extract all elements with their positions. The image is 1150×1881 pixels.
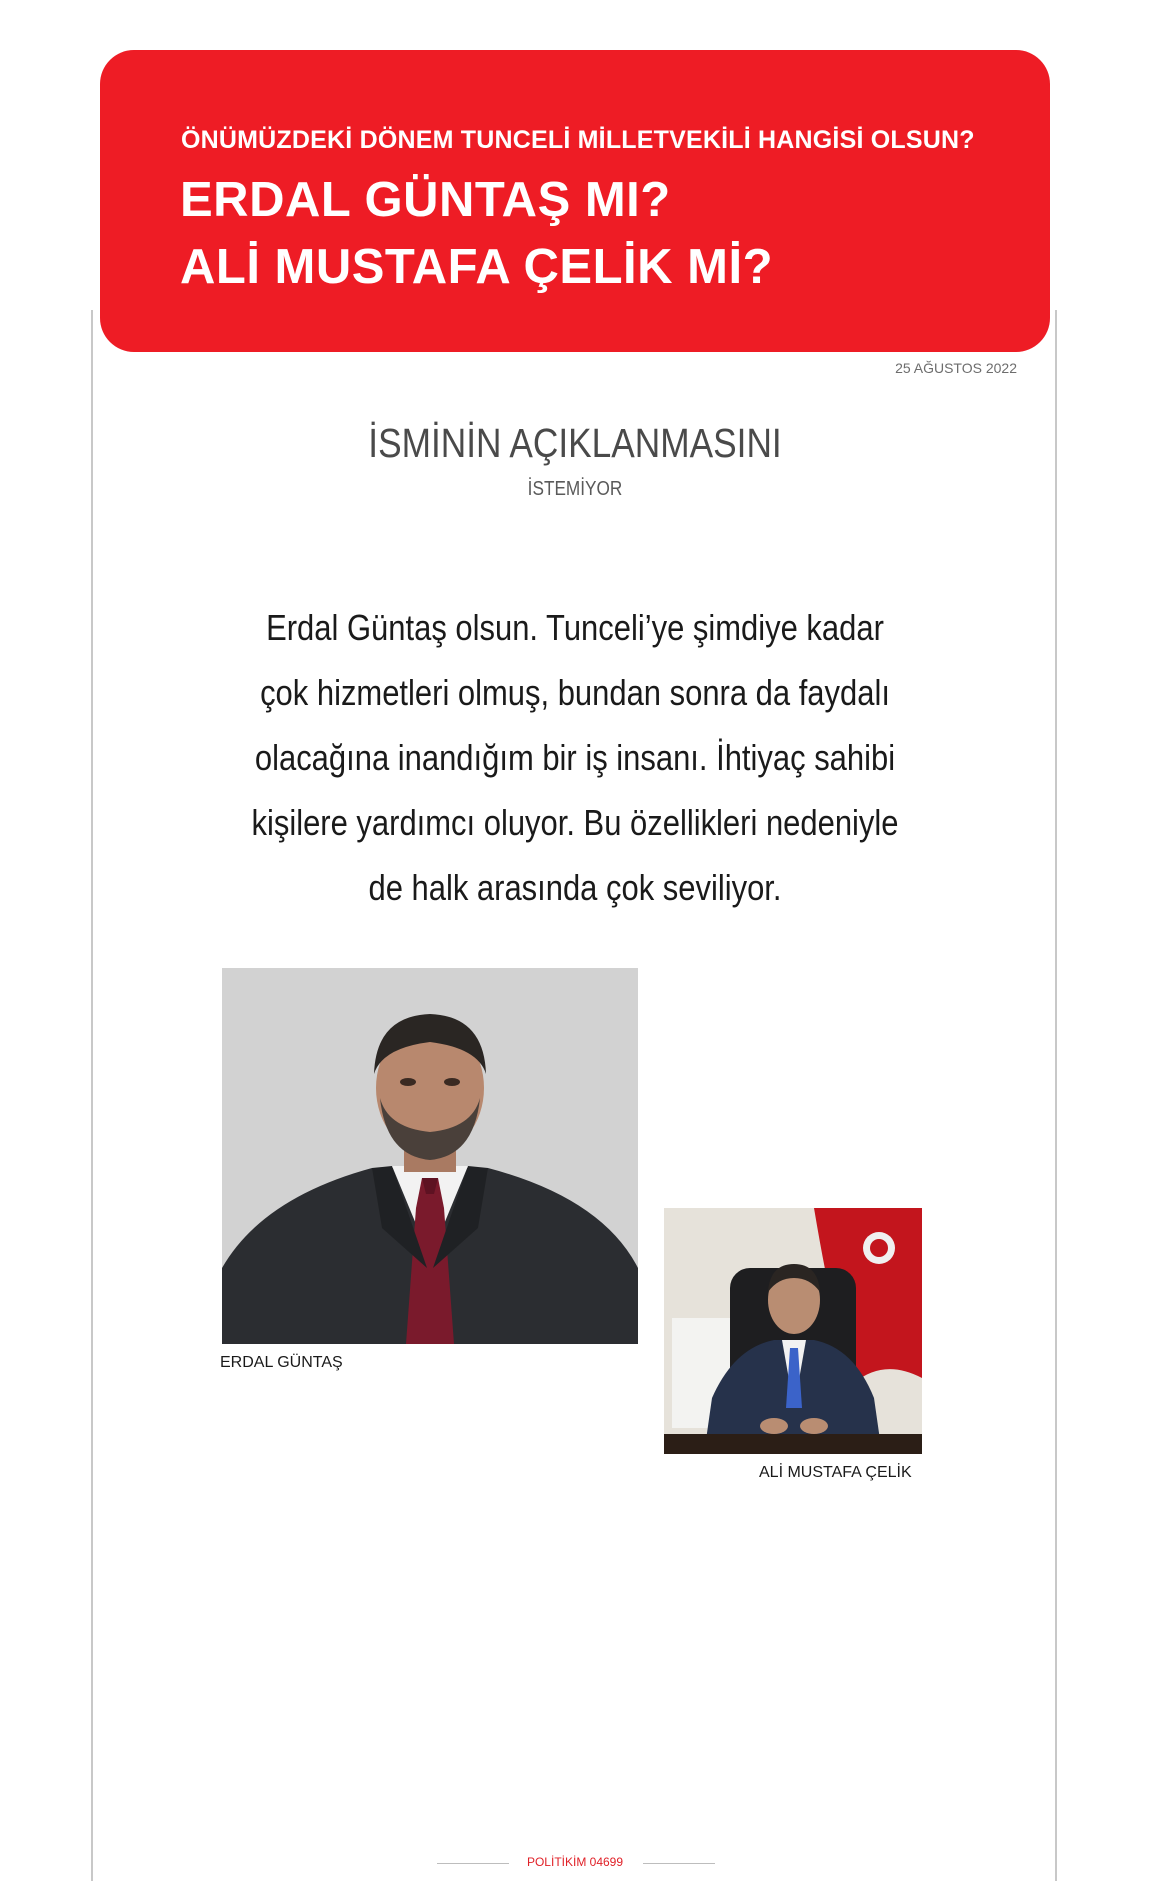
footer-page-label: POLİTİKİM 04699	[526, 1855, 624, 1869]
quote-line: çok hizmetleri olmuş, bundan sonra da faydalı	[260, 672, 890, 713]
photo-caption-erdal: ERDAL GÜNTAŞ	[220, 1354, 343, 1371]
headline-line-1: ERDAL GÜNTAŞ MI?	[180, 173, 671, 227]
respondent-title: İSMİNİN AÇIKLANMASINI	[368, 420, 782, 466]
quote-line: olacağına inandığım bir iş insanı. İhtiyaç sahibi	[254, 737, 896, 778]
quote-text	[180, 595, 970, 920]
quote-line: Erdal Güntaş olsun. Tunceli’ye şimdiye kadar	[266, 607, 884, 648]
portrait-photo-ali	[664, 1208, 922, 1454]
photo-caption-ali: ALİ MUSTAFA ÇELİK	[759, 1464, 912, 1481]
page-frame-right	[1055, 310, 1057, 1881]
page-frame-left	[91, 310, 93, 1881]
headline-line-2: ALİ MUSTAFA ÇELİK Mİ?	[180, 240, 773, 294]
header-banner	[100, 50, 1050, 352]
portrait-illustration	[664, 1208, 922, 1454]
quote-line: de halk arasında çok seviliyor.	[368, 867, 782, 908]
portrait-photo-erdal	[222, 968, 638, 1344]
portrait-illustration	[222, 968, 638, 1344]
respondent-subtitle: İSTEMİYOR	[527, 478, 623, 500]
quote-line: kişilere yardımcı oluyor. Bu özellikleri nedeniyle	[251, 802, 899, 843]
publish-date: 25 AĞUSTOS 2022	[895, 360, 1017, 376]
header-kicker: ÖNÜMÜZDEKİ DÖNEM TUNCELİ MİLLETVEKİLİ HANGİSİ OLSUN?	[181, 126, 975, 154]
